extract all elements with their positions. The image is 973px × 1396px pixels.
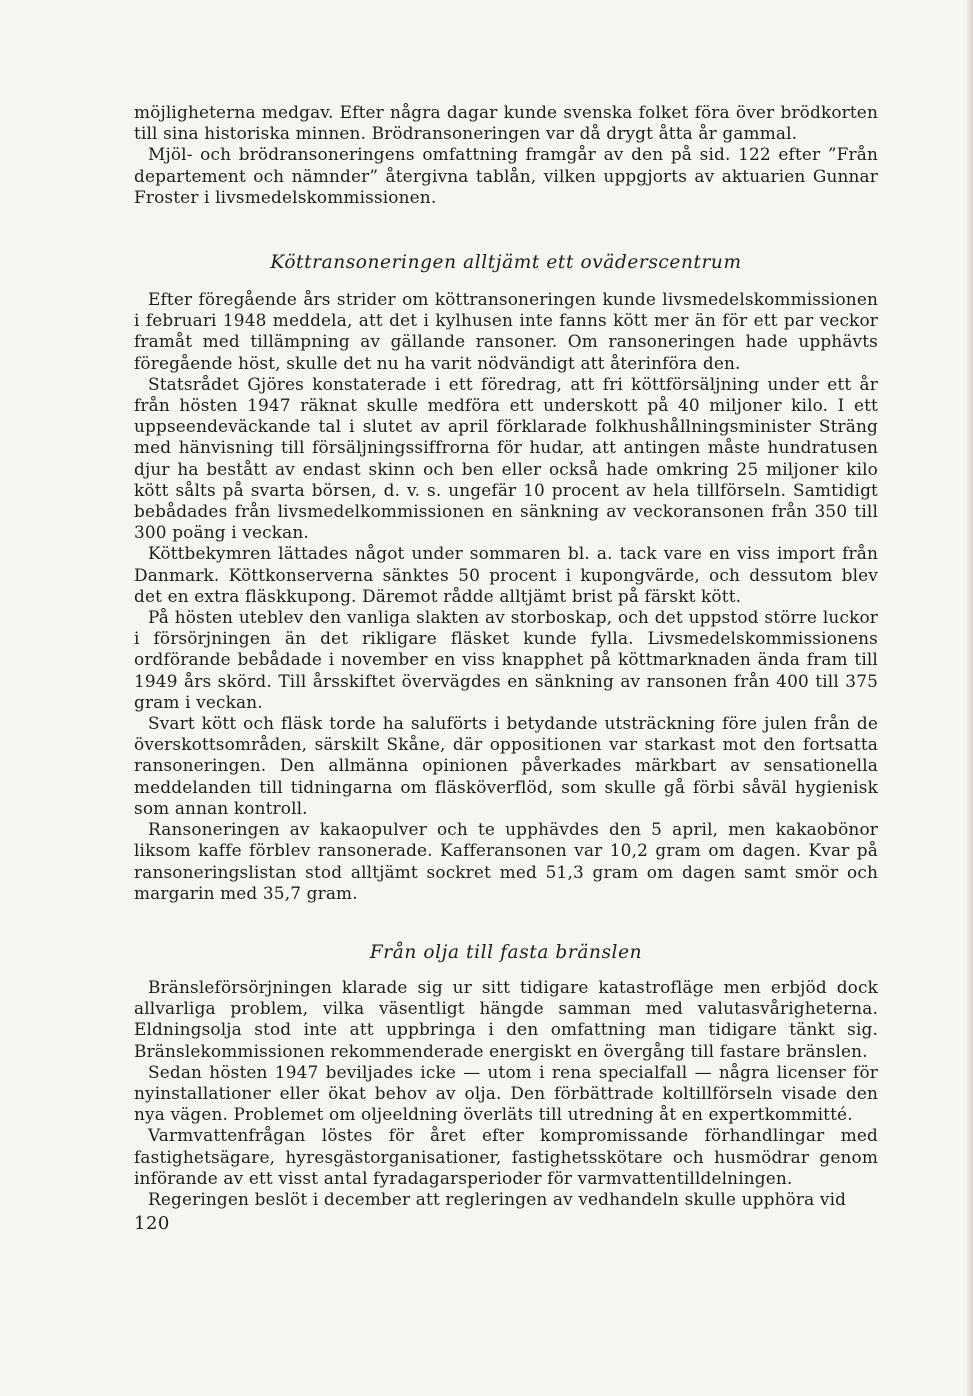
- page-edge: [967, 0, 973, 1396]
- paragraph-11: Varmvattenfrågan löstes för året efter kompromissande förhandlingar med fastighetsägare, hyresgästorganisationer, fastighetsskötare och husmödrar genom införande av ett visst antal fyradagarsperioder för varmvattentilldelningen.: [134, 1125, 878, 1188]
- page-number: 120: [134, 1213, 170, 1234]
- paragraph-9: Bränsleförsörjningen klarade sig ur sitt tidigare katastrofläge men erbjöd dock allvarliga problem, vilka väsentligt hängde samman med valutasvårigheterna. Eldningsolja stod inte att uppbringa i den omfattning man tidigare tänkt sig. Bränslekommissionen rekommenderade energiskt en övergång till fastare bränslen.: [134, 976, 878, 1061]
- paragraph-6: På hösten uteblev den vanliga slakten av storboskap, och det uppstod större luckor i försörjningen än det rikligare fläsket kunde fylla. Livsmedelskommissionens ordförande bebådade i november en viss knapphet på köttmarknaden ända fram till 1949 års skörd. Till årsskiftet övervägdes en sänkning av ransonen från 400 till 375 gram i veckan.: [134, 607, 878, 712]
- section-heading-fuel: Från olja till fasta bränslen: [369, 941, 643, 963]
- paragraph-4: Statsrådet Gjöres konstaterade i ett föredrag, att fri köttförsäljning under ett år från hösten 1947 räknat skulle medföra ett underskott på 40 miljoner kilo. I ett uppseendeväckande tal i slutet av april förklarade folkhushållningsminister Sträng med hänvisning till försäljningssiffrorna för hudar, att antingen måste hundratusen djur ha bestått av endast skinn och ben eller också hade omkring 25 miljoner kilo kött sålts på svarta börsen, d. v. s. ungefär 10 procent av hela tillförseln. Samtidigt bebådades från livsmedelkommissionen en sänkning av veckoransonen från 350 till 300 poäng i veckan.: [134, 373, 878, 543]
- paragraph-2: Mjöl- och brödransoneringens omfattning framgår av den på sid. 122 efter ”Från departement och nämnder” återgivna tablån, vilken uppgjorts av aktuarien Gunnar Froster i livsmedelskommissionen.: [134, 144, 878, 207]
- paragraph-7: Svart kött och fläsk torde ha saluförts i betydande utsträckning före julen från de överskottsområden, särskilt Skåne, där oppositionen var starkast mot den fortsatta ransoneringen. Den allmänna opinionen påverkades märkbart av sensationella meddelanden till tidningarna om fläsköverflöd, som skulle gå förbi såväl hygienisk som annan kontroll.: [134, 713, 878, 818]
- paragraph-1: möjligheterna medgav. Efter några dagar kunde svenska folket föra över brödkorten till sina historiska minnen. Brödransoneringen var då drygt åtta år gammal.: [134, 102, 878, 144]
- paragraph-3: Efter föregående års strider om köttransoneringen kunde livsmedelskommissionen i februari 1948 meddela, att det i kylhusen inte fanns kött mer än för ett par veckor framåt med tillämpning av gällande ransoner. Om ransoneringen hade upphävts föregående höst, skulle det nu ha varit nödvändigt att återinföra den.: [134, 289, 878, 373]
- paragraph-12: Regeringen beslöt i december att regleringen av vedhandeln skulle upphöra vid: [148, 1188, 847, 1209]
- text-column: [134, 102, 878, 1210]
- section-heading-meat-rationing: Köttransoneringen alltjämt ett oväderscentrum: [270, 252, 742, 274]
- paragraph-5: Köttbekymren lättades något under sommaren bl. a. tack vare en viss import från Danmark. Köttkonserverna sänktes 50 procent i kupongvärde, och dessutom blev det en extra fläskkupong. Däremot rådde alltjämt brist på färskt kött.: [134, 543, 878, 606]
- paragraph-10: Sedan hösten 1947 beviljades icke — utom i rena specialfall — några licenser för nyinstallationer eller ökat behov av olja. Den förbättrade koltillförseln visade den nya vägen. Problemet om oljeeldning överläts till utredning åt en expertkommitté.: [134, 1061, 878, 1125]
- paragraph-8: Ransoneringen av kakaopulver och te upphävdes den 5 april, men kakaobönor liksom kaffe förblev ransonerade. Kafferansonen var 10,2 gram om dagen. Kvar på ransoneringslistan stod alltjämt sockret med 51,3 gram om dagen samt smör och margarin med 35,7 gram.: [134, 819, 878, 903]
